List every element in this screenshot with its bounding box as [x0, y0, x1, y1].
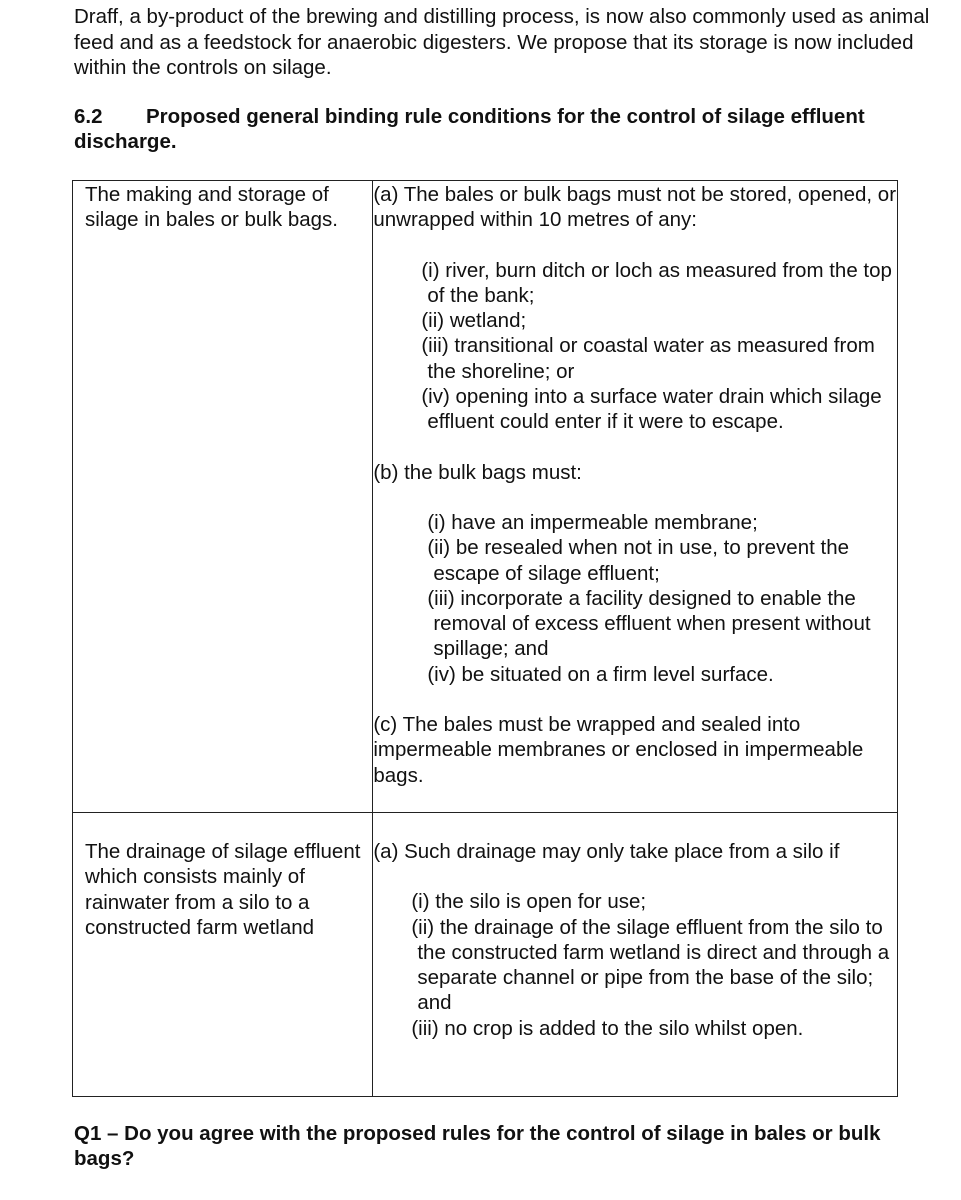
list-item: (i) river, burn ditch or loch as measured from the top of the bank; — [421, 258, 892, 307]
list-item: (i) have an impermeable membrane; — [427, 510, 758, 534]
activity-text: The drainage of silage effluent which consists mainly of rainwater from a silo to a constructed farm wetland — [85, 840, 361, 939]
list-item: (iv) opening into a surface water drain which silage effluent could enter if it were to escape. — [421, 385, 882, 434]
list-item: (i) the silo is open for use; — [411, 890, 647, 914]
rules-table — [72, 180, 898, 1097]
list-item: (iii) incorporate a facility designed to enable the removal of excess effluent when present without spillage; and — [427, 586, 871, 661]
activity-cell — [73, 181, 373, 813]
condition-b: (b) the bulk bags must: — [373, 460, 582, 484]
table-row — [73, 181, 898, 813]
condition-a-items — [411, 889, 897, 1041]
table-row — [73, 813, 898, 1097]
intro-paragraph: Draff, a by-product of the brewing and distilling process, is now also commonly used as animal feed and as a feedstock for anaerobic digesters. We propose that its storage is now included within the controls on silage. — [74, 5, 930, 79]
activity-text: The making and storage of silage in bales or bulk bags. — [85, 183, 338, 232]
activity-cell — [73, 813, 373, 1097]
section-title: Proposed general binding rule conditions for the control of silage effluent discharge. — [74, 105, 865, 153]
section-number: 6.2 — [74, 105, 103, 128]
conditions-cell — [373, 813, 898, 1097]
condition-a-items — [421, 258, 897, 435]
conditions-cell — [373, 181, 898, 813]
section-heading — [74, 104, 914, 154]
consultation-question: Q1 – Do you agree with the proposed rules for the control of silage in bales or bulk bags? — [74, 1122, 881, 1170]
list-item: (ii) the drainage of the silage effluent from the silo to the constructed farm wetland is direct and through a separate channel or pipe from the base of the silo; and — [411, 915, 890, 1015]
condition-b-items — [427, 510, 897, 687]
condition-c: (c) The bales must be wrapped and sealed into impermeable membranes or enclosed in impermeable bags. — [373, 713, 864, 787]
list-item: (ii) be resealed when not in use, to prevent the escape of silage effluent; — [427, 536, 850, 585]
list-item: (ii) wetland; — [421, 309, 527, 333]
condition-a: (a) Such drainage may only take place from a silo if — [373, 840, 840, 863]
list-item: (iv) be situated on a firm level surface. — [427, 662, 774, 686]
list-item: (iii) transitional or coastal water as measured from the shoreline; or — [421, 334, 875, 383]
list-item: (iii) no crop is added to the silo whilst open. — [411, 1016, 804, 1040]
condition-a: (a) The bales or bulk bags must not be stored, opened, or unwrapped within 10 metres of any: — [373, 183, 897, 232]
